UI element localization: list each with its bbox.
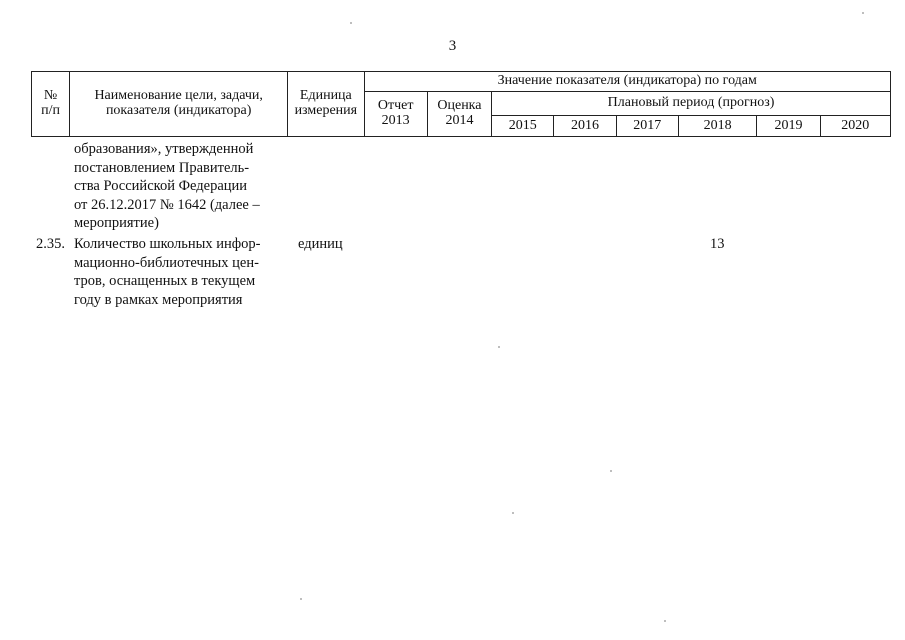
text-line: Количество школьных инфор- — [74, 236, 261, 252]
row-continuation-name — [74, 140, 289, 233]
header-col-number: № п/п — [32, 72, 70, 137]
text-line: мероприятие) — [74, 215, 159, 231]
text-line: образования», утвержденной — [74, 141, 254, 157]
header-group-title: Значение показателя (индикатора) по годам — [364, 72, 890, 92]
scan-speck — [610, 470, 612, 472]
header-col-name: Наименование цели, задачи, показателя (индикатора) — [70, 72, 288, 137]
header-year-2020: 2020 — [820, 116, 890, 137]
header-year-2019: 2019 — [757, 116, 820, 137]
text-line: постановлением Правитель- — [74, 159, 250, 176]
header-estimate-2014: Оценка 2014 — [427, 92, 491, 137]
row-unit: единиц — [298, 236, 343, 252]
header-year-2016: 2016 — [554, 116, 616, 137]
scan-speck — [300, 598, 302, 600]
text-line: от 26.12.2017 № 1642 (далее – — [74, 196, 260, 213]
header-year-2015: 2015 — [492, 116, 554, 137]
text-line: ства Российской Федерации — [74, 178, 248, 194]
row-value-2018: 13 — [710, 236, 725, 252]
scan-speck — [664, 620, 666, 622]
page-number: 3 — [448, 38, 457, 54]
text-line: тров, оснащенных в текущем — [74, 273, 256, 289]
header-col-unit: Единица измерения — [288, 72, 364, 137]
scan-speck — [512, 512, 514, 514]
header-plan-period: Плановый период (прогноз) — [492, 92, 891, 116]
header-year-2017: 2017 — [616, 116, 678, 137]
header-report-2013: Отчет 2013 — [364, 92, 427, 137]
text-line: мационно-библиотечных цен- — [74, 254, 259, 271]
scan-speck — [498, 346, 500, 348]
scan-speck — [350, 22, 352, 24]
text-line: году в рамках мероприятия — [74, 291, 243, 308]
header-year-2018: 2018 — [678, 116, 756, 137]
row-number-2-35: 2.35. — [36, 236, 65, 252]
row-indicator-name — [74, 235, 289, 309]
scan-speck — [862, 12, 864, 14]
indicator-table-header — [31, 71, 891, 137]
